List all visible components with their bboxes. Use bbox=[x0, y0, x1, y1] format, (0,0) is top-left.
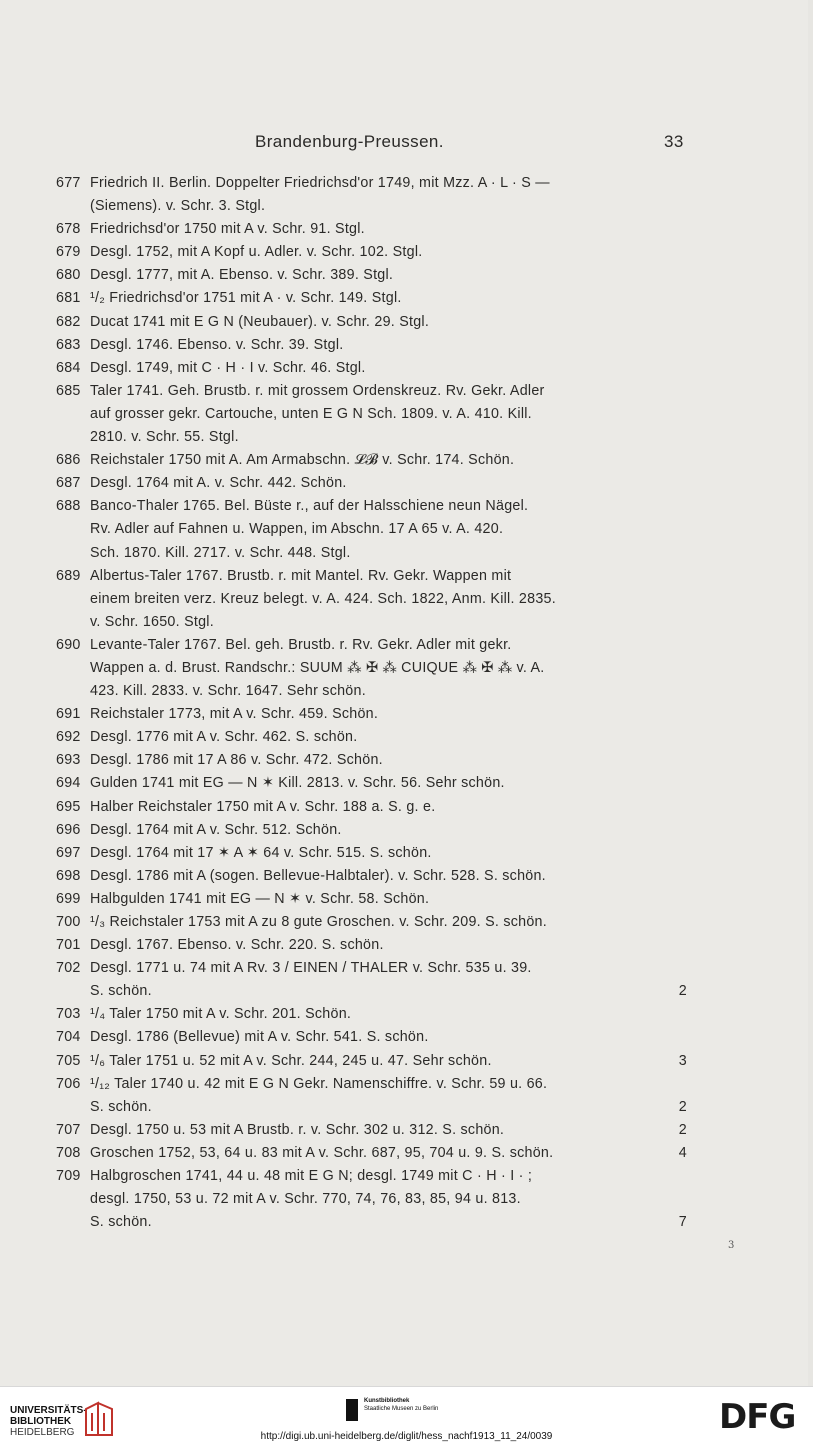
entry-line bbox=[0, 911, 808, 934]
entry-number: 696 bbox=[56, 821, 81, 838]
entry-number: 685 bbox=[56, 382, 81, 399]
entry-text: S. schön. bbox=[90, 1214, 152, 1231]
entry-line bbox=[0, 1119, 808, 1142]
entry-quantity: 7 bbox=[678, 1214, 687, 1231]
catalog-entries bbox=[0, 172, 808, 1234]
entry-line bbox=[0, 334, 808, 357]
ub-line-2: BIBLIOTHEK bbox=[10, 1416, 72, 1427]
entry-number: 707 bbox=[56, 1121, 81, 1138]
catalog-entry bbox=[0, 565, 808, 634]
entry-text: Desgl. 1749, mit C · H · I v. Schr. 46. Stgl. bbox=[90, 359, 366, 376]
entry-quantity: 2 bbox=[678, 983, 687, 1000]
entry-text: Desgl. 1786 mit 17 A 86 v. Schr. 472. Schön. bbox=[90, 752, 383, 769]
entry-line bbox=[0, 1050, 808, 1073]
catalog-entry bbox=[0, 1050, 808, 1073]
entry-line bbox=[0, 1142, 808, 1165]
entry-number: 686 bbox=[56, 452, 81, 469]
dfg-logo[interactable]: DFG bbox=[719, 1397, 796, 1437]
entry-number: 682 bbox=[56, 313, 81, 330]
catalog-entry bbox=[0, 495, 808, 564]
entry-number: 706 bbox=[56, 1075, 81, 1092]
catalog-entry bbox=[0, 726, 808, 749]
entry-line bbox=[0, 726, 808, 749]
catalog-entry bbox=[0, 865, 808, 888]
catalog-entry bbox=[0, 934, 808, 957]
kb-name: Kunstbibliothek bbox=[364, 1398, 410, 1404]
entry-text: Desgl. 1771 u. 74 mit A Rv. 3 / EINEN / THALER v. Schr. 535 u. 39. bbox=[90, 960, 532, 977]
catalog-entry bbox=[0, 172, 808, 218]
entry-text: Desgl. 1786 (Bellevue) mit A v. Schr. 541. S. schön. bbox=[90, 1029, 429, 1046]
entry-line bbox=[0, 403, 808, 426]
entry-text: Desgl. 1786 mit A (sogen. Bellevue-Halbtaler). v. Schr. 528. S. schön. bbox=[90, 867, 546, 884]
catalog-entry bbox=[0, 1142, 808, 1165]
ub-line-1: UNIVERSITÄTS- bbox=[10, 1405, 87, 1416]
entry-text: Gulden 1741 mit EG — N ✶ Kill. 2813. v. Schr. 56. Sehr schön. bbox=[90, 775, 505, 792]
entry-line bbox=[0, 565, 808, 588]
entry-number: 703 bbox=[56, 1006, 81, 1023]
entry-text: Ducat 1741 mit E G N (Neubauer). v. Schr. 29. Stgl. bbox=[90, 313, 430, 330]
entry-line bbox=[0, 657, 808, 680]
kb-subtitle: Staatliche Museen zu Berlin bbox=[364, 1406, 439, 1412]
catalog-entry bbox=[0, 287, 808, 310]
entry-text: Desgl. 1776 mit A v. Schr. 462. S. schön. bbox=[90, 729, 358, 746]
entry-line bbox=[0, 449, 808, 472]
entry-line bbox=[0, 703, 808, 726]
entry-text: Desgl. 1752, mit A Kopf u. Adler. v. Schr. 102. Stgl. bbox=[90, 244, 423, 261]
entry-line bbox=[0, 542, 808, 565]
entry-line bbox=[0, 1211, 808, 1234]
entry-number: 702 bbox=[56, 960, 81, 977]
entry-number: 691 bbox=[56, 706, 81, 723]
entry-line bbox=[0, 749, 808, 772]
entry-line bbox=[0, 380, 808, 403]
entry-text: Sch. 1870. Kill. 2717. v. Schr. 448. Stgl. bbox=[90, 544, 351, 561]
kunstbibliothek-logo-icon[interactable] bbox=[346, 1399, 358, 1421]
entry-text: einem breiten verz. Kreuz belegt. v. A. 424. Sch. 1822, Anm. Kill. 2835. bbox=[90, 590, 556, 607]
catalog-entry bbox=[0, 241, 808, 264]
entry-line bbox=[0, 796, 808, 819]
entry-line bbox=[0, 495, 808, 518]
entry-text: Reichstaler 1773, mit A v. Schr. 459. Schön. bbox=[90, 706, 379, 723]
entry-line bbox=[0, 172, 808, 195]
catalog-entry bbox=[0, 218, 808, 241]
entry-line bbox=[0, 357, 808, 380]
entry-text: Desgl. 1746. Ebenso. v. Schr. 39. Stgl. bbox=[90, 336, 344, 353]
entry-line bbox=[0, 241, 808, 264]
entry-text: Halber Reichstaler 1750 mit A v. Schr. 188 a. S. g. e. bbox=[90, 798, 436, 815]
entry-text: Rv. Adler auf Fahnen u. Wappen, im Abschn. 17 A 65 v. A. 420. bbox=[90, 521, 504, 538]
entry-line bbox=[0, 842, 808, 865]
entry-line bbox=[0, 888, 808, 911]
entry-text: Desgl. 1764 mit 17 ✶ A ✶ 64 v. Schr. 515. S. schön. bbox=[90, 844, 432, 861]
catalog-entry bbox=[0, 1073, 808, 1119]
entry-line bbox=[0, 634, 808, 657]
entry-number: 694 bbox=[56, 775, 81, 792]
permalink-url[interactable]: http://digi.ub.uni-heidelberg.de/diglit/hess_nachf1913_11_24/0039 bbox=[260, 1431, 553, 1442]
entry-text: Reichstaler 1750 mit A. Am Armabschn. 𝓛𝓑 v. Schr. 174. Schön. bbox=[90, 452, 515, 469]
entry-number: 708 bbox=[56, 1144, 81, 1161]
entry-text: Desgl. 1764 mit A v. Schr. 512. Schön. bbox=[90, 821, 342, 838]
catalog-entry bbox=[0, 264, 808, 287]
entry-line bbox=[0, 1003, 808, 1026]
entry-quantity: 4 bbox=[678, 1144, 687, 1161]
catalog-entry bbox=[0, 772, 808, 795]
catalog-entry bbox=[0, 957, 808, 1003]
entry-line bbox=[0, 1096, 808, 1119]
entry-number: 698 bbox=[56, 867, 81, 884]
entry-number: 695 bbox=[56, 798, 81, 815]
entry-text: Friedrich II. Berlin. Doppelter Friedrichsd'or 1749, mit Mzz. A · L · S — bbox=[90, 175, 550, 191]
entry-line bbox=[0, 311, 808, 334]
entry-line bbox=[0, 680, 808, 703]
entry-line bbox=[0, 195, 808, 218]
entry-text: Halbgroschen 1741, 44 u. 48 mit E G N; desgl. 1749 mit C · H · I · ; bbox=[90, 1168, 533, 1185]
entry-text: Desgl. 1777, mit A. Ebenso. v. Schr. 389. Stgl. bbox=[90, 267, 394, 284]
entry-text: v. Schr. 1650. Stgl. bbox=[90, 613, 214, 630]
entry-text: Halbgulden 1741 mit EG — N ✶ v. Schr. 58. Schön. bbox=[90, 890, 430, 907]
entry-number: 692 bbox=[56, 729, 81, 746]
entry-line bbox=[0, 1165, 808, 1188]
entry-text: ¹/₄ Taler 1750 mit A v. Schr. 201. Schön. bbox=[90, 1006, 352, 1023]
catalog-entry bbox=[0, 1003, 808, 1026]
entry-number: 693 bbox=[56, 752, 81, 769]
entry-text: Desgl. 1764 mit A. v. Schr. 442. Schön. bbox=[90, 475, 347, 492]
catalog-entry bbox=[0, 888, 808, 911]
entry-line bbox=[0, 865, 808, 888]
catalog-entry bbox=[0, 311, 808, 334]
entry-quantity: 3 bbox=[678, 1052, 687, 1069]
entry-line bbox=[0, 426, 808, 449]
catalog-entry bbox=[0, 334, 808, 357]
entry-text: Groschen 1752, 53, 64 u. 83 mit A v. Schr. 687, 95, 704 u. 9. S. schön. bbox=[90, 1144, 554, 1161]
catalog-entry bbox=[0, 357, 808, 380]
entry-line bbox=[0, 264, 808, 287]
catalog-entry bbox=[0, 749, 808, 772]
entry-line bbox=[0, 819, 808, 842]
entry-number: 688 bbox=[56, 498, 81, 515]
footer-bar bbox=[0, 1386, 813, 1447]
entry-text: Levante-Taler 1767. Bel. geh. Brustb. r. Rv. Gekr. Adler mit gekr. bbox=[90, 636, 512, 653]
entry-number: 704 bbox=[56, 1029, 81, 1046]
catalog-entry bbox=[0, 819, 808, 842]
catalog-entry bbox=[0, 1026, 808, 1049]
entry-text: desgl. 1750, 53 u. 72 mit A v. Schr. 770, 74, 76, 83, 85, 94 u. 813. bbox=[90, 1191, 521, 1208]
catalog-entry bbox=[0, 1165, 808, 1234]
entry-text: 423. Kill. 2833. v. Schr. 1647. Sehr schön. bbox=[90, 683, 366, 700]
entry-text: 2810. v. Schr. 55. Stgl. bbox=[90, 429, 239, 446]
entry-number: 701 bbox=[56, 937, 81, 954]
entry-quantity: 2 bbox=[678, 1098, 687, 1115]
page-title: Brandenburg-Preussen. bbox=[255, 132, 444, 151]
entry-line bbox=[0, 1073, 808, 1096]
entry-text: Friedrichsd'or 1750 mit A v. Schr. 91. Stgl. bbox=[90, 221, 365, 238]
entry-number: 700 bbox=[56, 914, 81, 930]
catalog-entry bbox=[0, 634, 808, 703]
catalog-entry bbox=[0, 911, 808, 934]
entry-number: 687 bbox=[56, 475, 81, 492]
entry-number: 690 bbox=[56, 636, 81, 653]
page-number: 33 bbox=[664, 132, 684, 151]
entry-line bbox=[0, 1026, 808, 1049]
entry-number: 683 bbox=[56, 336, 81, 353]
entry-text: Desgl. 1767. Ebenso. v. Schr. 220. S. schön. bbox=[90, 937, 384, 954]
entry-line bbox=[0, 518, 808, 541]
entry-number: 677 bbox=[56, 175, 81, 191]
entry-text: ¹/₁₂ Taler 1740 u. 42 mit E G N Gekr. Namenschiffre. v. Schr. 59 u. 66. bbox=[90, 1075, 548, 1092]
entry-quantity: 2 bbox=[678, 1121, 687, 1138]
entry-text: Banco-Thaler 1765. Bel. Büste r., auf der Halsschiene neun Nägel. bbox=[90, 498, 529, 515]
entry-number: 680 bbox=[56, 267, 81, 284]
running-header bbox=[0, 132, 808, 156]
entry-text: ¹/₃ Reichstaler 1753 mit A zu 8 gute Groschen. v. Schr. 209. S. schön. bbox=[90, 914, 547, 930]
catalog-entry bbox=[0, 842, 808, 865]
catalog-entry bbox=[0, 796, 808, 819]
catalog-entry bbox=[0, 472, 808, 495]
entry-line bbox=[0, 934, 808, 957]
entry-number: 679 bbox=[56, 244, 81, 261]
entry-line bbox=[0, 472, 808, 495]
entry-number: 699 bbox=[56, 890, 81, 907]
entry-text: Albertus-Taler 1767. Brustb. r. mit Mantel. Rv. Gekr. Wappen mit bbox=[90, 567, 512, 584]
entry-line bbox=[0, 980, 808, 1003]
entry-text: Desgl. 1750 u. 53 mit A Brustb. r. v. Schr. 302 u. 312. S. schön. bbox=[90, 1121, 505, 1138]
entry-line bbox=[0, 588, 808, 611]
entry-text: Wappen a. d. Brust. Randschr.: SUUM ⁂ ✠ ⁂ CUIQUE ⁂ ✠ ⁂ v. A. bbox=[90, 659, 545, 676]
entry-text: S. schön. bbox=[90, 983, 152, 1000]
catalog-entry bbox=[0, 1119, 808, 1142]
entry-line bbox=[0, 218, 808, 241]
entry-number: 709 bbox=[56, 1168, 81, 1185]
catalog-entry bbox=[0, 380, 808, 449]
kunstbibliothek-text[interactable] bbox=[364, 1397, 438, 1413]
entry-text: auf grosser gekr. Cartouche, unten E G N Sch. 1809. v. A. 410. Kill. bbox=[90, 405, 532, 422]
entry-text: ¹/₆ Taler 1751 u. 52 mit A v. Schr. 244, 245 u. 47. Sehr schön. bbox=[90, 1052, 492, 1069]
entry-number: 697 bbox=[56, 844, 81, 861]
entry-number: 705 bbox=[56, 1052, 81, 1069]
catalog-entry bbox=[0, 449, 808, 472]
entry-text: S. schön. bbox=[90, 1098, 152, 1115]
entry-text: Taler 1741. Geh. Brustb. r. mit grossem Ordenskreuz. Rv. Gekr. Adler bbox=[90, 382, 545, 399]
catalog-entry bbox=[0, 703, 808, 726]
entry-line bbox=[0, 287, 808, 310]
entry-text: (Siemens). v. Schr. 3. Stgl. bbox=[90, 198, 266, 215]
entry-number: 689 bbox=[56, 567, 81, 584]
ub-line-3: HEIDELBERG bbox=[10, 1427, 75, 1438]
entry-line bbox=[0, 772, 808, 795]
signature-mark: 3 bbox=[728, 1240, 735, 1251]
entry-line bbox=[0, 611, 808, 634]
entry-text: ¹/₂ Friedrichsd'or 1751 mit A · v. Schr. 149. Stgl. bbox=[90, 290, 402, 307]
entry-number: 684 bbox=[56, 359, 81, 376]
entry-number: 678 bbox=[56, 221, 81, 238]
entry-line bbox=[0, 1188, 808, 1211]
entry-number: 681 bbox=[56, 290, 81, 307]
entry-line bbox=[0, 957, 808, 980]
